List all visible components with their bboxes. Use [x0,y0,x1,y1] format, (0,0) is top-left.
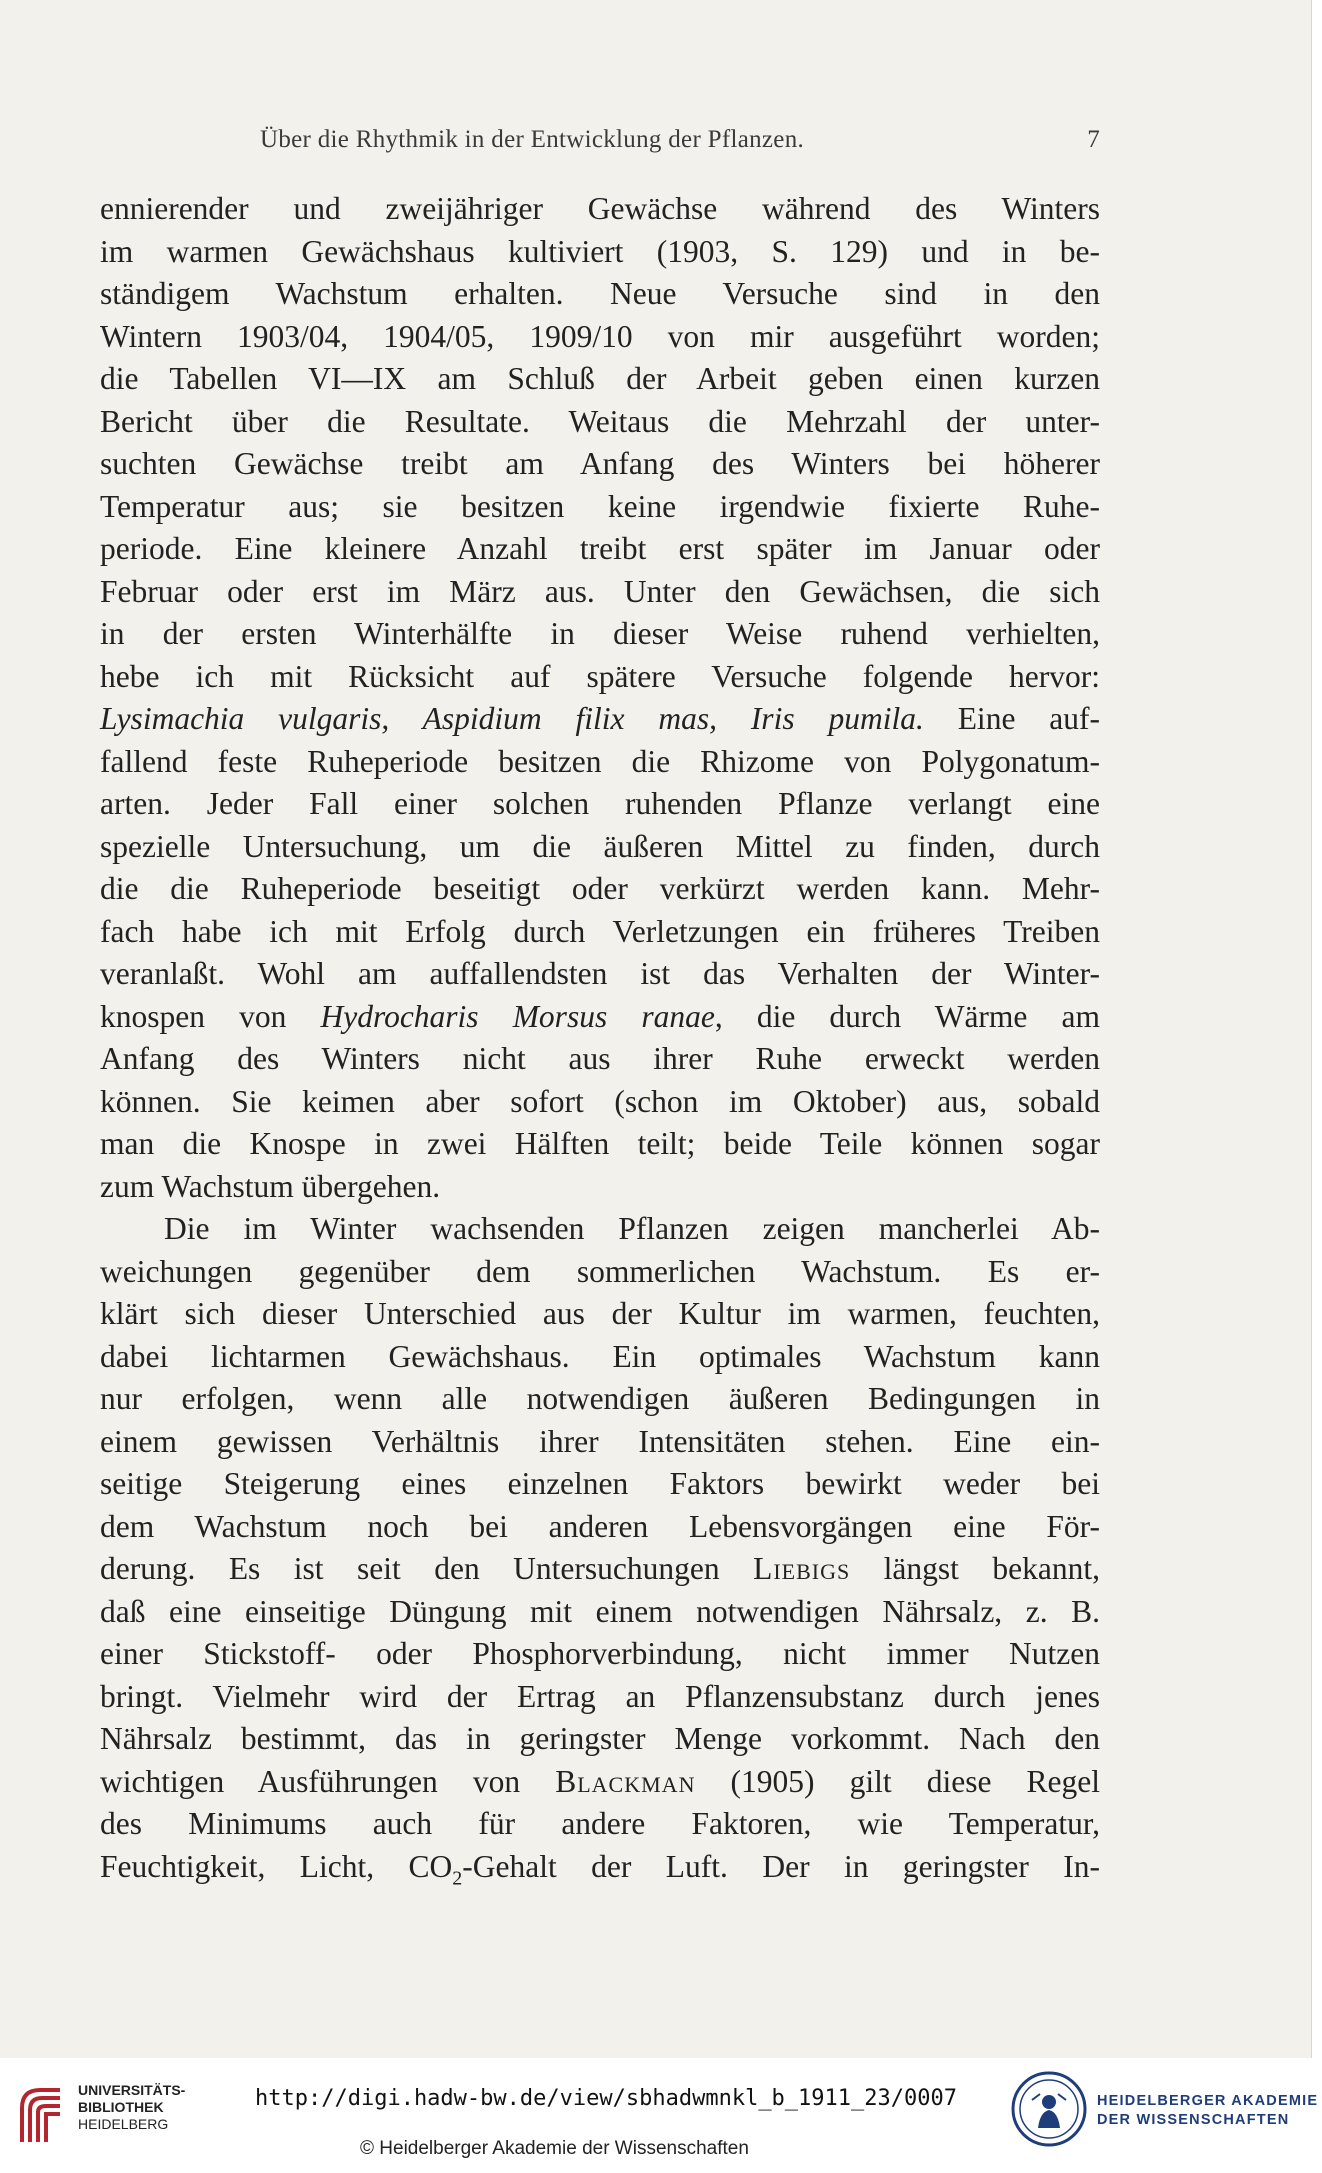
text-run: , die durch Wärme am [714,998,1100,1034]
text-line [100,528,1100,571]
running-head-title: Über die Rhythmik in der Entwicklung der Pflanzen. [260,126,805,153]
small-caps-name: Blackman [555,1763,696,1799]
text-line [100,401,1100,444]
text-run: Anfang des Winters nicht aus ihrer Ruhe erweckt werden [100,1041,1100,1076]
italic-text: Hydrocharis Morsus ranae [320,998,715,1034]
text-run: die die Ruheperiode beseitigt oder verkürzt werden kann. Mehr- [100,871,1100,906]
text-line [100,953,1100,996]
academy-name [1097,2092,1318,2130]
text-run: fach habe ich mit Erfolg durch Verletzungen ein früheres Treiben [100,913,1100,949]
text-line [100,188,1100,231]
text-line [100,1166,1100,1209]
text-run: man die Knospe in zwei Hälften teilt; beide Teile können sogar [100,1126,1100,1161]
text-line [100,1803,1100,1846]
text-run: ständigem Wachstum erhalten. Neue Versuche sind in den [100,276,1100,311]
text-run: längst bekannt, [850,1551,1100,1586]
page-number: 7 [1087,126,1100,153]
text-run: nur erfolgen, wenn alle notwendigen äußeren Bedingungen in [100,1381,1100,1416]
text-run: (1905) gilt diese Regel [695,1763,1100,1799]
text-run: daß eine einseitige Düngung mit einem notwendigen Nährsalz, z. B. [100,1593,1100,1629]
text-line [100,996,1100,1039]
text-run: des Minimums auch für andere Faktoren, wie Temperatur, [100,1806,1100,1841]
university-library-name [78,2082,185,2133]
text-run: bringt. Vielmehr wird der Ertrag an Pflanzensubstanz durch jenes [100,1678,1100,1714]
text-line [100,231,1100,274]
text-line [100,1676,1100,1719]
text-run: zum Wachstum übergehen. [100,1168,441,1204]
text-line [100,1251,1100,1294]
academy-line-1: HEIDELBERGER AKADEMIE [1097,2093,1319,2109]
text-line [100,1463,1100,1506]
copyright-notice: © Heidelberger Akademie der Wissenschaften [360,2138,749,2159]
library-line-1: UNIVERSITÄTS- [78,2082,186,2098]
text-line [100,571,1100,614]
document-url-link[interactable]: http://digi.hadw-bw.de/view/sbhadwmnkl_b_1911_23/0007 [255,2086,957,2111]
text-run: Wintern 1903/04, 1904/05, 1909/10 von mir ausgeführt worden; [100,318,1100,354]
text-line [100,316,1100,359]
text-run: arten. Jeder Fall einer solchen ruhenden Pflanze verlangt eine [100,786,1100,821]
text-line [100,741,1100,784]
text-line [100,486,1100,529]
text-run: Nährsalz bestimmt, das in geringster Menge vorkommt. Nach den [100,1721,1100,1756]
text-line [100,1123,1100,1166]
text-run: dabei lichtarmen Gewächshaus. Ein optimales Wachstum kann [100,1338,1100,1374]
text-run: Temperatur aus; sie besitzen keine irgendwie fixierte Ruhe- [100,488,1100,524]
university-library-logo-icon [14,2080,69,2150]
small-caps-name: Liebigs [753,1551,851,1586]
text-line [100,1846,1100,1889]
text-line [100,443,1100,486]
italic-text: Lysimachia vulgaris, Aspidium filix mas, Iris pumila. [100,701,924,736]
text-line [100,1761,1100,1804]
text-run: Feuchtigkeit, Licht, CO [100,1848,453,1884]
text-run: ennierender und zweijähriger Gewächse während des Winters [100,191,1100,226]
library-line-3: HEIDELBERG [78,2116,169,2132]
text-run: weichungen gegenüber dem sommerlichen Wachstum. Es er- [100,1253,1100,1289]
text-run: dem Wachstum noch bei anderen Lebensvorgängen eine För- [100,1508,1100,1544]
text-line [100,1038,1100,1081]
text-run: Die im Winter wachsenden Pflanzen zeigen mancherlei Ab- [164,1211,1100,1246]
subscript: 2 [452,1866,463,1889]
text-run: im warmen Gewächshaus kultiviert (1903, S. 129) und in be- [100,233,1100,269]
text-line [100,1591,1100,1634]
text-line [100,826,1100,869]
text-line [100,783,1100,826]
body-text [100,188,1100,1888]
text-line [100,613,1100,656]
text-run: veranlaßt. Wohl am auffallendsten ist das Verhalten der Winter- [100,956,1100,991]
text-line [100,911,1100,954]
text-run: Eine auf- [923,701,1100,736]
text-line [100,358,1100,401]
text-run: -Gehalt der Luft. Der in geringster In- [462,1848,1100,1884]
text-run: Februar oder erst im März aus. Unter den Gewächsen, die sich [100,573,1100,609]
library-line-2: BIBLIOTHEK [78,2099,164,2115]
text-run: wichtigen Ausführungen von [100,1763,556,1799]
text-run: können. Sie keimen aber sofort (schon im Oktober) aus, sobald [100,1083,1100,1119]
text-run: klärt sich dieser Unterschied aus der Kultur im warmen, feuchten, [100,1296,1100,1331]
text-line [100,698,1100,741]
text-line [100,1208,1100,1251]
text-line [100,1293,1100,1336]
text-line [100,656,1100,699]
text-run: einem gewissen Verhältnis ihrer Intensitäten stehen. Eine ein- [100,1423,1100,1459]
academy-line-2: DER WISSENSCHAFTEN [1097,2112,1290,2128]
text-run: derung. Es ist seit den Untersuchungen [100,1551,754,1586]
text-line [100,1506,1100,1549]
text-run: periode. Eine kleinere Anzahl treibt erst später im Januar oder [100,531,1100,566]
text-line [100,1336,1100,1379]
text-line [100,1548,1100,1591]
text-run: einer Stickstoff- oder Phosphorverbindung, nicht immer Nutzen [100,1636,1100,1671]
text-run: hebe ich mit Rücksicht auf spätere Versuche folgende hervor: [100,658,1100,694]
text-run: in der ersten Winterhälfte in dieser Weise ruhend verhielten, [100,616,1100,651]
text-line [100,1378,1100,1421]
text-line [100,868,1100,911]
academy-seal-icon [1010,2070,1088,2148]
text-run: die Tabellen VI—IX am Schluß der Arbeit geben einen kurzen [100,361,1100,396]
text-line [100,1633,1100,1676]
text-line [100,1421,1100,1464]
text-run: fallend feste Ruheperiode besitzen die Rhizome von Polygonatum- [100,743,1100,779]
text-run: suchten Gewächse treibt am Anfang des Winters bei höherer [100,446,1100,481]
text-run: Bericht über die Resultate. Weitaus die Mehrzahl der unter- [100,403,1100,439]
text-line [100,1081,1100,1124]
text-line [100,273,1100,316]
text-run: knospen von [100,998,321,1034]
text-run: spezielle Untersuchung, um die äußeren Mittel zu finden, durch [100,828,1100,864]
text-run: seitige Steigerung eines einzelnen Faktors bewirkt weder bei [100,1466,1100,1501]
text-line [100,1718,1100,1761]
